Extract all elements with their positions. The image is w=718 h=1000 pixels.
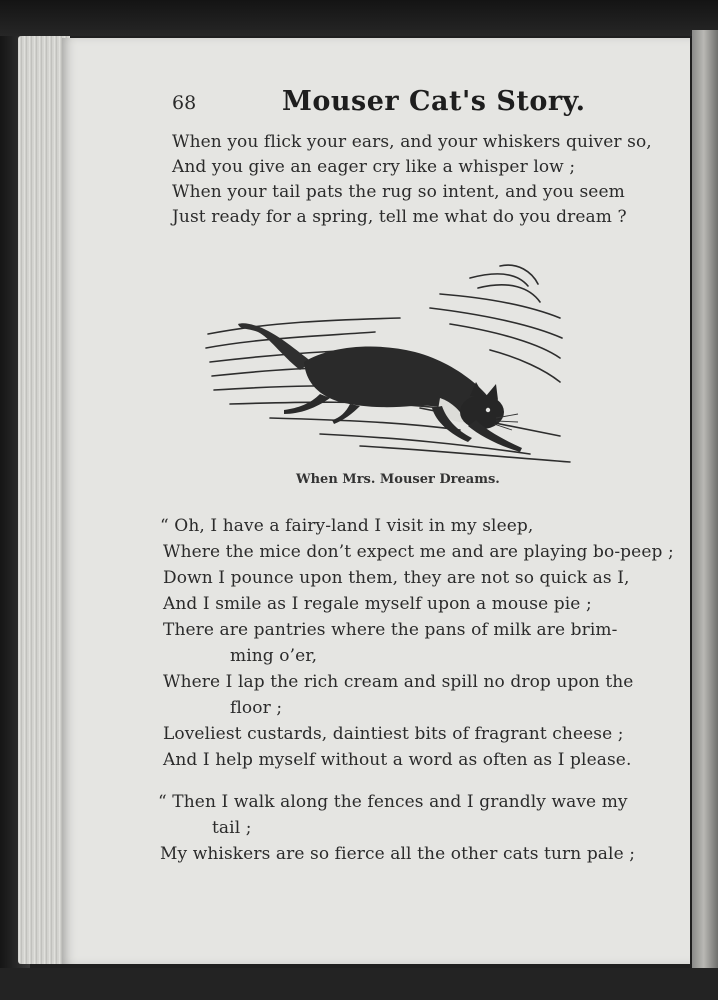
poem-line-continuation: floor ; — [230, 698, 283, 718]
poem-line: There are pantries where the pans of milk are brim- — [163, 620, 618, 640]
illustration-caption: When Mrs. Mouser Dreams. — [296, 472, 500, 487]
poem-line: And I smile as I regale myself upon a mouse pie ; — [163, 594, 592, 614]
poem-line: When your tail pats the rug so intent, and you seem — [172, 182, 625, 202]
poem-line: Loveliest custards, daintiest bits of fragrant cheese ; — [163, 724, 624, 744]
poem-line: My whiskers are so fierce all the other cats turn pale ; — [160, 844, 636, 864]
poem-line-continuation: tail ; — [212, 818, 252, 838]
poem-line: Where I lap the rich cream and spill no drop upon the — [163, 672, 634, 692]
poem-line: And I help myself without a word as often as I please. — [163, 750, 632, 770]
book-cover-top — [0, 0, 718, 36]
page-number: 68 — [172, 92, 197, 114]
poem-line: Where the mice don’t expect me and are playing bo-peep ; — [163, 542, 674, 562]
page-header — [62, 86, 690, 130]
book-cover-bottom — [0, 968, 718, 1000]
poem-line: Down I pounce upon them, they are not so quick as I, — [163, 568, 630, 588]
running-head: Mouser Cat's Story. — [282, 86, 586, 117]
poem-line: “ Then I walk along the fences and I grandly wave my — [158, 792, 628, 812]
poem-line: “ Oh, I have a fairy-land I visit in my sleep, — [160, 516, 534, 536]
book-page — [62, 38, 690, 964]
book-cover-right — [692, 30, 718, 980]
poem-line: When you flick your ears, and your whiskers quiver so, — [172, 132, 652, 152]
poem-line-continuation: ming o’er, — [230, 646, 318, 666]
cat-pouncing-illustration — [200, 258, 580, 468]
poem-line: And you give an eager cry like a whisper low ; — [172, 157, 576, 177]
poem-line: Just ready for a spring, tell me what do you dream ? — [172, 207, 627, 227]
